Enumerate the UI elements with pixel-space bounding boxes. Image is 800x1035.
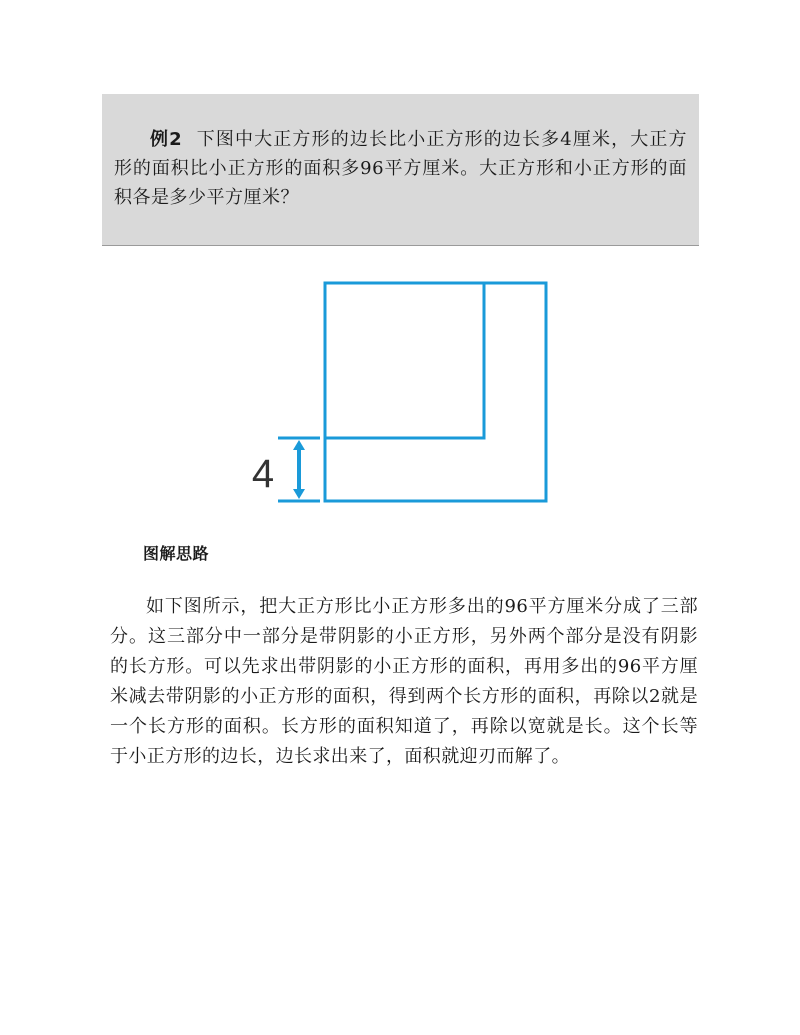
example-label: 例2 [150,129,183,150]
squares-diagram [240,275,560,510]
problem-box [102,94,699,246]
squares-diagram-svg [240,275,560,510]
problem-text: 下图中大正方形的边长比小正方形的边长多4厘米，大正方形的面积比小正方形的面积多96平方厘米。大正方形和小正方形的面积各是多少平方厘米？ [114,129,687,208]
problem-statement [114,125,687,212]
section-heading: 图解思路 [143,544,210,563]
large-square [325,283,546,501]
solution-paragraph: 如下图所示，把大正方形比小正方形多出的96平方厘米分成了三部分。这三部分中一部分是带阴影的小正方形，另外两个部分是没有阴影的长方形。可以先求出带阴影的小正方形的面积，再用多出的96平方厘米减去带阴影的小正方形的面积，得到两个长方形的面积，再除以2就是一个长方形的面积。长方形的面积知道了，再除以宽就是长。这个长等于小正方形的边长，边长求出来了，面积就迎刃而解了。 [110,596,698,767]
small-square [325,283,484,438]
dimension-label: 4 [251,452,275,496]
